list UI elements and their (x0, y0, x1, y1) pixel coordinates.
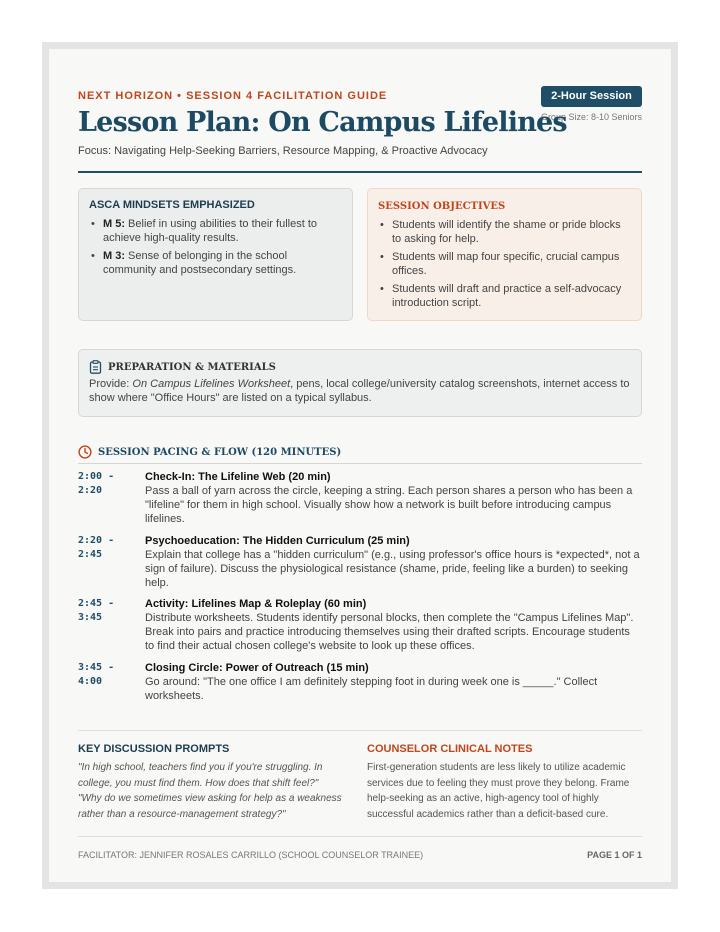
clinical-notes-heading: COUNSELOR CLINICAL NOTES (367, 743, 533, 755)
schedule-title: Psychoeducation: The Hidden Curriculum (25 min) (145, 535, 410, 547)
page-title: Lesson Plan: On Campus Lifelines (78, 107, 567, 138)
asca-list (89, 217, 342, 277)
discussion-prompts (78, 760, 353, 822)
objective-item: • Students will map four specific, crucial campus offices. (378, 250, 631, 278)
schedule-body (145, 661, 642, 703)
group-size-label: Group Size: 8-10 Seniors (540, 112, 642, 122)
document-page (49, 49, 671, 882)
pacing-header (78, 445, 341, 459)
schedule-title: Activity: Lifelines Map & Roleplay (60 min) (145, 598, 367, 610)
time-range: 2:20 - 2:45 (78, 535, 115, 560)
session-objectives-box (367, 188, 642, 321)
asca-item (89, 217, 342, 245)
asca-heading: ASCA MINDSETS EMPHASIZED (89, 199, 255, 211)
notes-divider (78, 730, 642, 731)
asca-mindsets-box (78, 188, 353, 321)
prep-worksheet-title: On Campus Lifelines Worksheet (132, 378, 291, 390)
discussion-prompt: "Why do we sometimes view asking for help as a weakness rather than a resource-management strategy?" (78, 793, 342, 820)
schedule-title: Closing Circle: Power of Outreach (15 min) (145, 662, 369, 674)
clinical-notes-text: First-generation students are less likely to utilize academic services due to feeling they must prove they belong. Frame help-seeking as an active, high-agency tool of highly successful academics rather than a deficit-based cure. (367, 762, 630, 820)
asca-code: M 5: (103, 218, 125, 230)
schedule-description: Pass a ball of yarn across the circle, keeping a string. Each person shares a person who has been a "lifeline" for them in high school. Visually show how a network is built before introducing campus lifelines. (145, 485, 633, 525)
page-number: PAGE 1 OF 1 (587, 850, 642, 860)
facilitator-credit: FACILITATOR: JENNIFER ROSALES CARRILLO (SCHOOL COUNSELOR TRAINEE) (78, 850, 424, 860)
time-range: 2:45 - 3:45 (78, 598, 115, 623)
asca-code: M 3: (103, 250, 125, 262)
discussion-prompt: "In high school, teachers find you if you're struggling. In college, you must find them. How does that shift feel?" (78, 762, 323, 789)
guide-eyebrow: NEXT HORIZON • SESSION 4 FACILITATION GUIDE (78, 90, 388, 102)
objectives-heading: SESSION OBJECTIVES (378, 201, 506, 212)
pacing-heading: SESSION PACING & FLOW (120 MINUTES) (98, 446, 342, 458)
preparation-box (78, 349, 642, 417)
time-range: 3:45 - 4:00 (78, 662, 115, 687)
objectives-list (378, 218, 631, 310)
prep-rest: , pens, local college/university catalog screenshots, internet access to show where "Office Hours" are listed on a typical syllabus. (89, 378, 630, 404)
pacing-divider (78, 463, 642, 464)
asca-item (89, 249, 342, 277)
objective-item: • Students will draft and practice a self-advocacy introduction script. (378, 282, 631, 310)
schedule-body (145, 470, 642, 526)
page-frame (42, 42, 678, 889)
focus-line: Focus: Navigating Help-Seeking Barriers, Resource Mapping, & Proactive Advocacy (78, 145, 488, 157)
prep-header (89, 360, 631, 374)
session-length-badge: 2-Hour Session (541, 86, 642, 107)
discussion-heading: KEY DISCUSSION PROMPTS (78, 743, 230, 755)
time-range: 2:00 - 2:20 (78, 471, 115, 496)
title-divider (78, 171, 642, 173)
prep-description (89, 377, 631, 405)
schedule-body (145, 534, 642, 590)
schedule-description: Go around: "The one office I am definitely stepping foot in during week one is _____." Collect worksheets. (145, 676, 598, 702)
schedule-description: Explain that college has a "hidden curriculum" (e.g., using professor's office hours is *expected*, not a sign of failure). Discuss the physiological resistance (shame, pride, feeling like a burden) to seeking help. (145, 549, 640, 589)
asca-text: Belief in using abilities to their fullest to achieve high-quality results. (103, 218, 317, 244)
schedule-body (145, 597, 642, 653)
prep-prefix: Provide: (89, 378, 133, 390)
clipboard-icon (89, 360, 102, 374)
schedule-title: Check-In: The Lifeline Web (20 min) (145, 471, 331, 483)
schedule-description: Distribute worksheets. Students identify personal blocks, then complete the "Campus Lifelines Map". Break into pairs and practice introducing themselves using their drafted scripts. Encourage students to find their actual chosen college's website to look up these offices. (145, 612, 634, 652)
prep-heading: PREPARATION & MATERIALS (108, 361, 276, 373)
objective-item: • Students will identify the shame or pride blocks to asking for help. (378, 218, 631, 246)
footer-divider (78, 836, 642, 837)
clock-icon (78, 445, 92, 459)
asca-text: Sense of belonging in the school community and postsecondary settings. (103, 250, 297, 276)
